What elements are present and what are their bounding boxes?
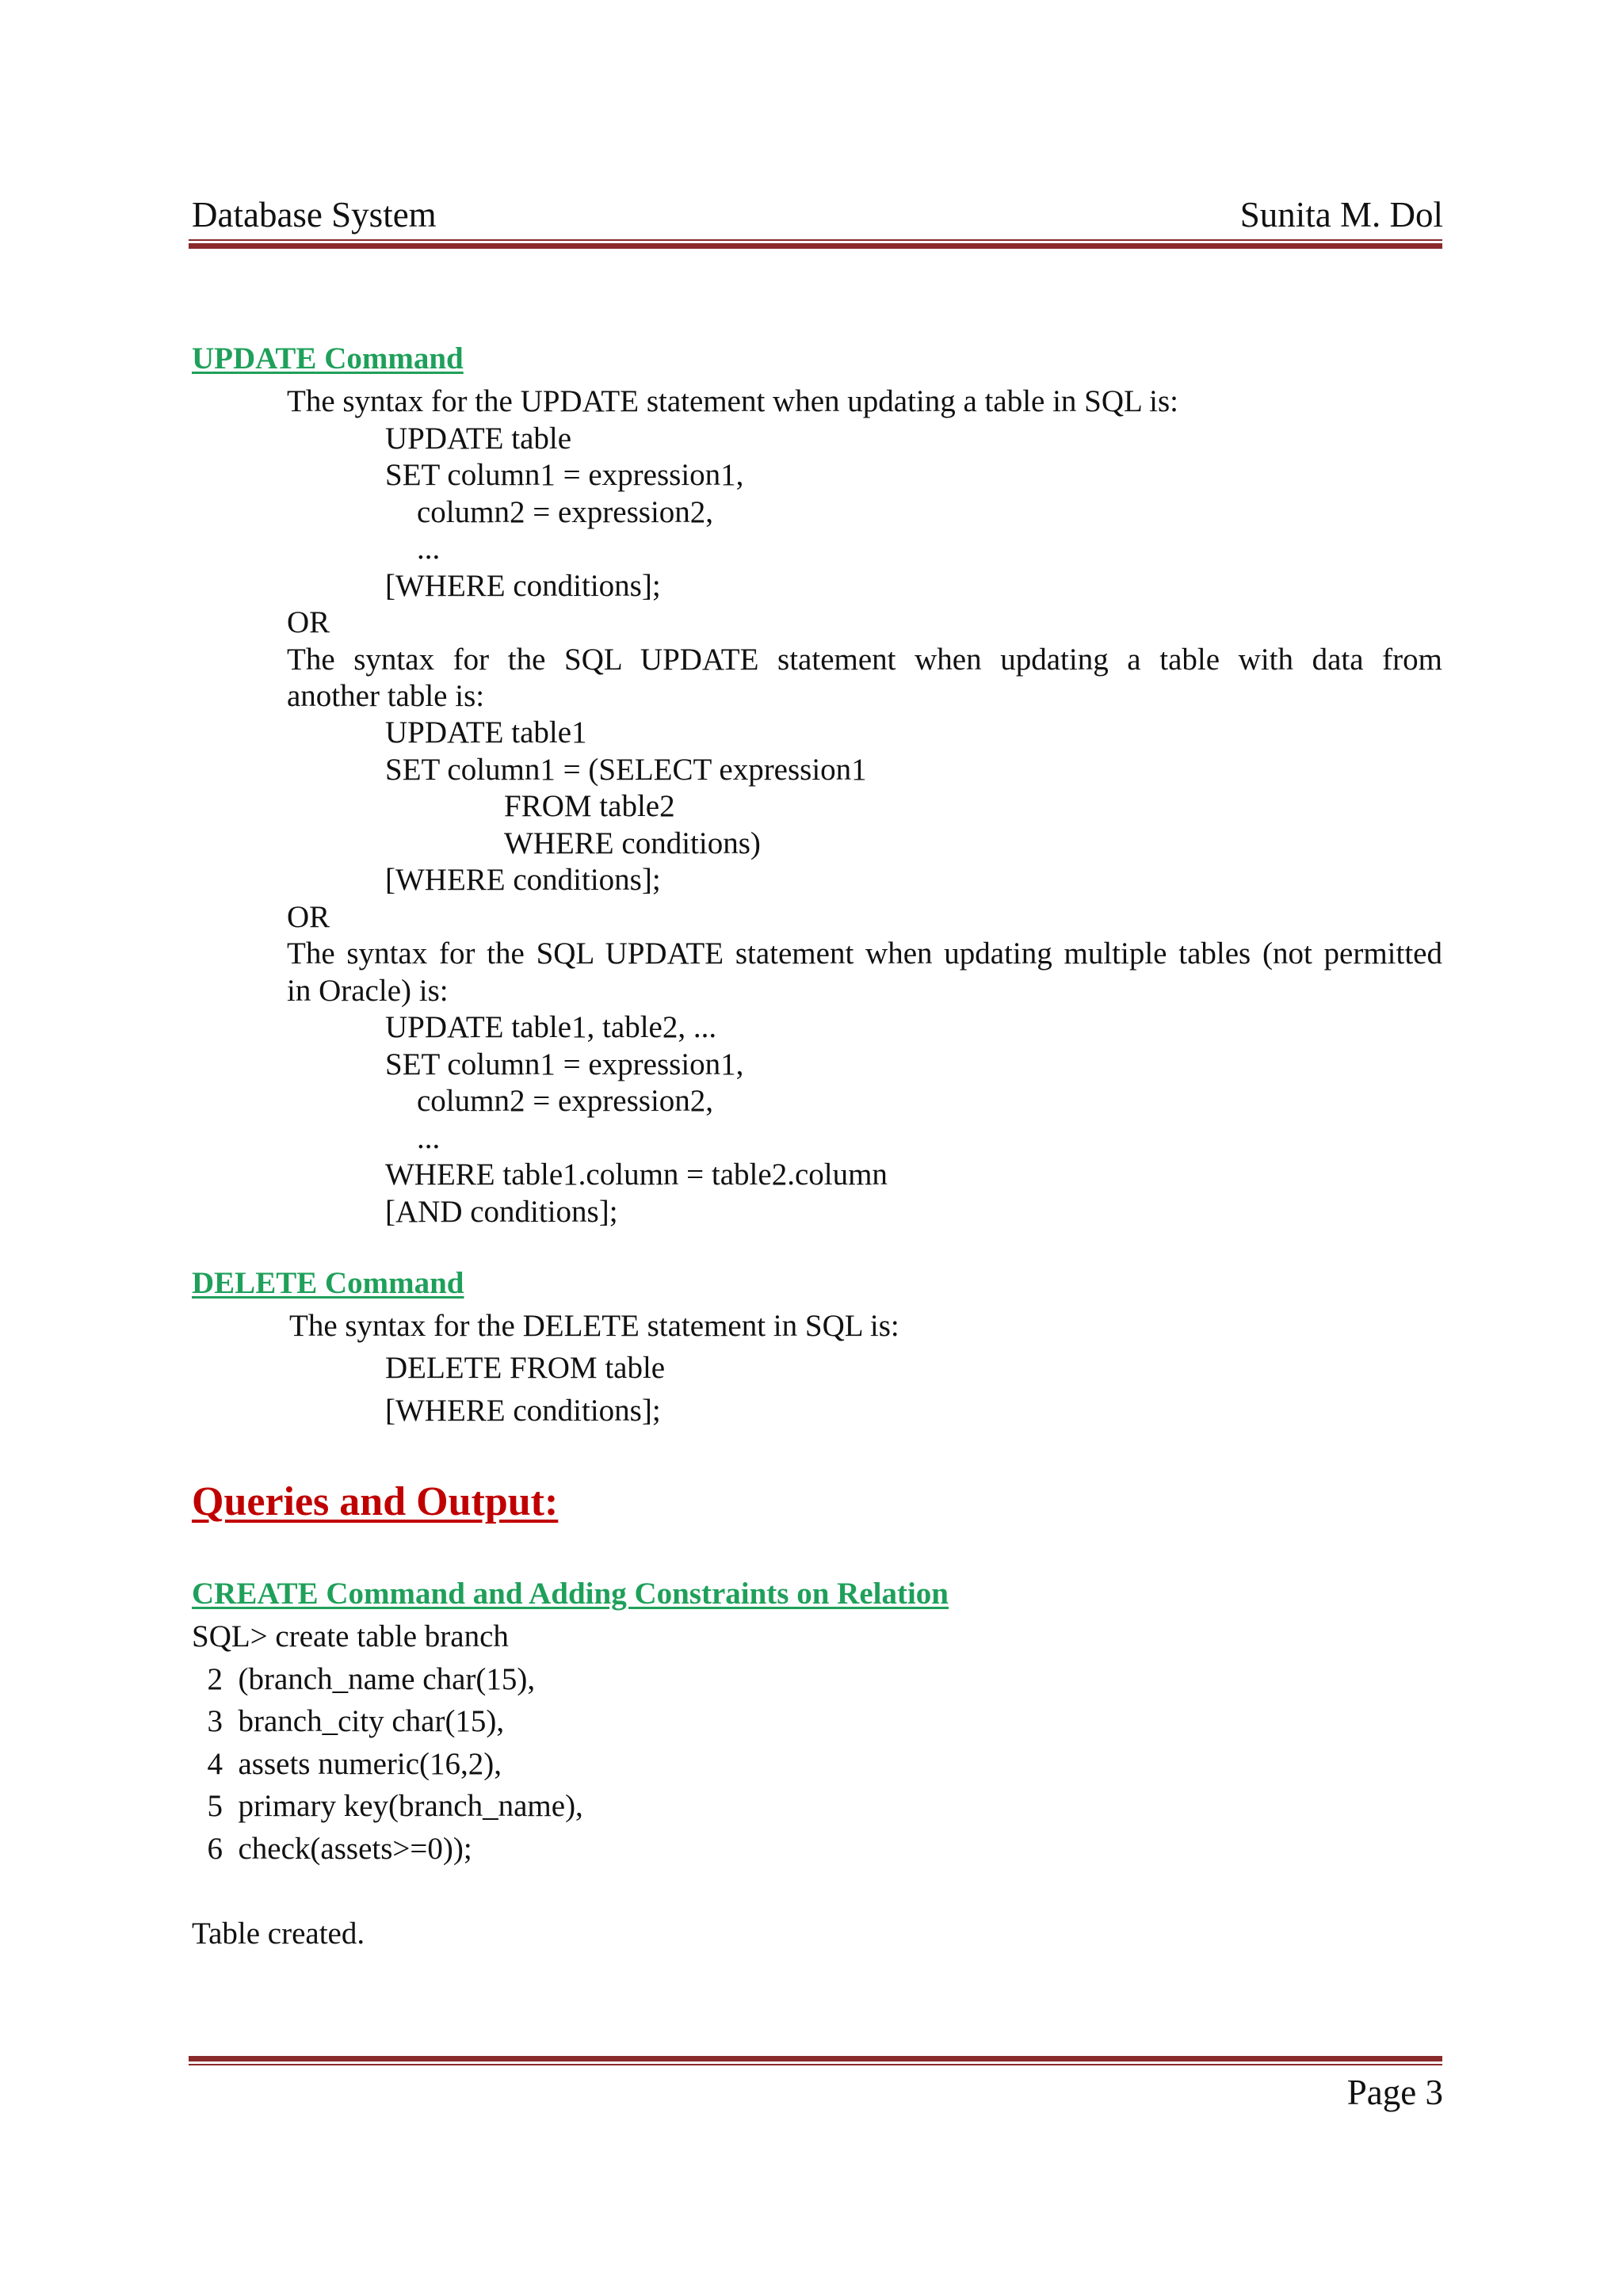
update-syntax3-line: [AND conditions]; bbox=[385, 1195, 618, 1229]
update-syntax2-line: SET column1 = (SELECT expression1 bbox=[385, 753, 867, 787]
update-syntax3-line: WHERE table1.column = table2.column bbox=[385, 1158, 888, 1192]
sql-line: 6 check(assets>=0)); bbox=[192, 1832, 472, 1866]
header-left-title: Database System bbox=[192, 195, 437, 235]
update-syntax3-line: SET column1 = expression1, bbox=[385, 1047, 744, 1081]
header-rule-thick bbox=[189, 243, 1442, 249]
delete-syntax-line: DELETE FROM table bbox=[385, 1351, 666, 1385]
sql-line: SQL> create table branch bbox=[192, 1619, 509, 1653]
update-syntax1-line: SET column1 = expression1, bbox=[385, 458, 744, 492]
update-intro3-line2: in Oracle) is: bbox=[287, 974, 449, 1008]
footer-rule-thin bbox=[189, 2064, 1442, 2065]
update-or-2: OR bbox=[287, 900, 330, 934]
queries-output-heading: Queries and Output: bbox=[192, 1479, 559, 1524]
footer-rule-thick bbox=[189, 2056, 1442, 2061]
create-command-heading: CREATE Command and Adding Constraints on Relation bbox=[192, 1577, 949, 1611]
header-rule-thin bbox=[189, 239, 1442, 241]
sql-line: 4 assets numeric(16,2), bbox=[192, 1747, 502, 1781]
sql-line: 3 branch_city char(15), bbox=[192, 1704, 505, 1738]
update-intro2-line1: The syntax for the SQL UPDATE statement when updating a table with data from bbox=[287, 643, 1442, 677]
update-syntax2-line: UPDATE table1 bbox=[385, 715, 587, 749]
update-syntax1-line: [WHERE conditions]; bbox=[385, 569, 661, 603]
update-syntax1-line: UPDATE table bbox=[385, 421, 572, 456]
sql-result: Table created. bbox=[192, 1917, 365, 1951]
header-right-author: Sunita M. Dol bbox=[1239, 195, 1443, 235]
update-syntax2-line: FROM table2 bbox=[504, 789, 675, 823]
sql-line: 2 (branch_name char(15), bbox=[192, 1662, 536, 1696]
delete-command-heading: DELETE Command bbox=[192, 1266, 464, 1300]
update-syntax3-line: UPDATE table1, table2, ... bbox=[385, 1010, 717, 1044]
delete-intro: The syntax for the DELETE statement in SQL is: bbox=[289, 1309, 899, 1343]
update-syntax2-line: [WHERE conditions]; bbox=[385, 863, 661, 897]
delete-syntax-line: [WHERE conditions]; bbox=[385, 1394, 661, 1428]
update-intro2-line2: another table is: bbox=[287, 679, 485, 713]
update-syntax3-line: column2 = expression2, bbox=[417, 1084, 714, 1118]
update-intro: The syntax for the UPDATE statement when updating a table in SQL is: bbox=[287, 384, 1179, 418]
update-syntax3-line: ... bbox=[417, 1121, 441, 1155]
update-or-1: OR bbox=[287, 605, 330, 639]
update-command-heading: UPDATE Command bbox=[192, 341, 464, 376]
update-syntax1-line: ... bbox=[417, 532, 441, 566]
update-intro3-line1: The syntax for the SQL UPDATE statement when updating multiple tables (not permitted bbox=[287, 936, 1442, 971]
update-syntax1-line: column2 = expression2, bbox=[417, 495, 714, 529]
sql-line: 5 primary key(branch_name), bbox=[192, 1789, 583, 1823]
update-syntax2-line: WHERE conditions) bbox=[504, 826, 761, 860]
page-number: Page 3 bbox=[1346, 2073, 1443, 2112]
